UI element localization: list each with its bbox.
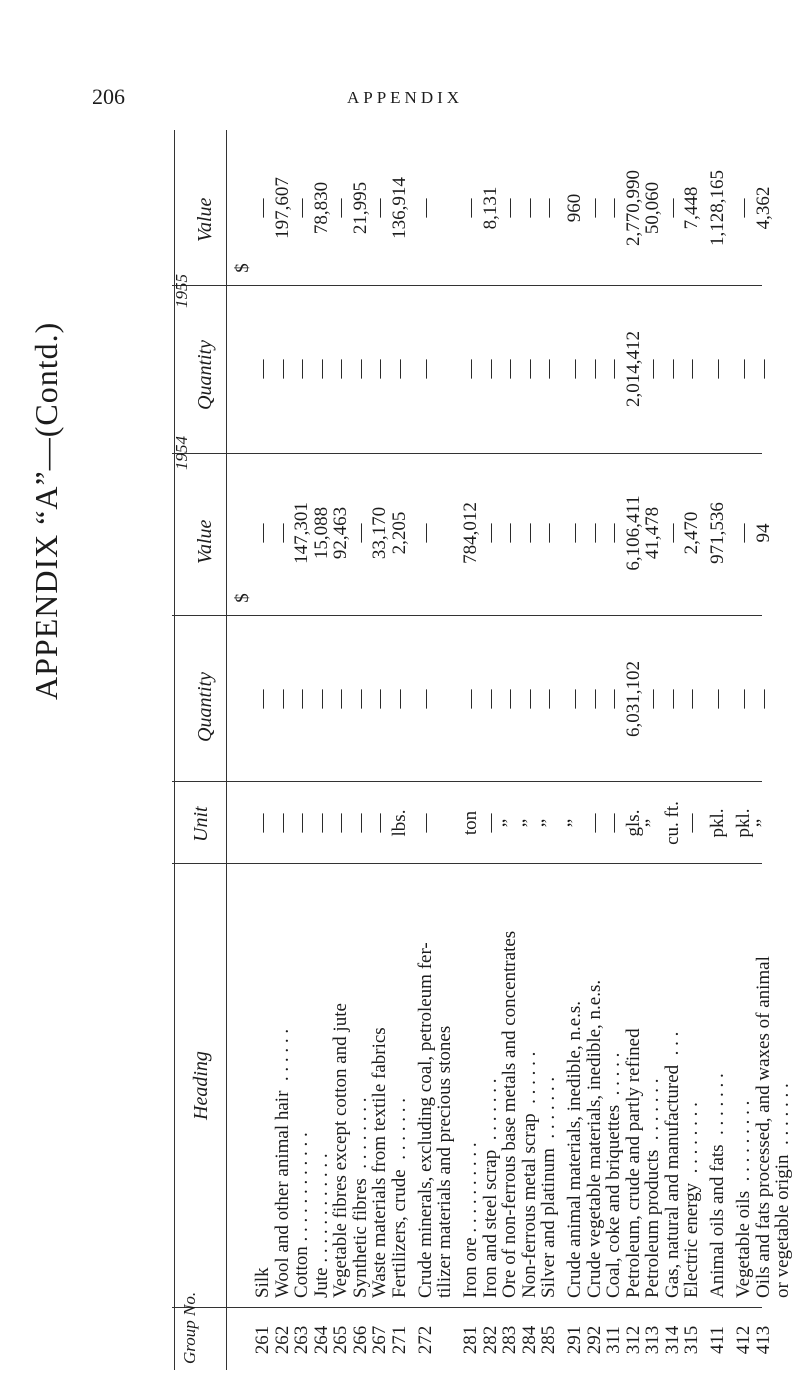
cell-v1955: — bbox=[291, 198, 312, 218]
cell-v1954: — bbox=[661, 523, 683, 543]
cell-v1954: 2,470 bbox=[681, 511, 702, 555]
cell-q1955: — bbox=[518, 359, 540, 379]
cell-v1955: — bbox=[499, 198, 520, 218]
cell-unit: ” bbox=[642, 818, 663, 828]
cell-q1955: — bbox=[479, 359, 501, 379]
currency-mark-1954: $ bbox=[232, 593, 253, 603]
cell-heading: Crude vegetable materials, inedible, n.e.s. bbox=[583, 979, 605, 1298]
cell-unit: cu. ft. bbox=[661, 801, 683, 845]
cell-v1955: — bbox=[252, 198, 273, 218]
cell-group: 272 bbox=[414, 1325, 436, 1355]
cell-unit: lbs. bbox=[388, 809, 410, 837]
cell-unit: ton bbox=[460, 810, 481, 836]
cell-heading: tilizer materials and precious stones bbox=[434, 1025, 455, 1298]
cell-unit: — bbox=[330, 813, 351, 833]
cell-heading: Cotton . . . . . . . . . . . . bbox=[291, 1132, 312, 1298]
cell-q1954: — bbox=[518, 689, 540, 709]
cell-v1954: — bbox=[349, 523, 371, 543]
cell-group: 266 bbox=[349, 1325, 371, 1355]
cell-q1954: — bbox=[564, 689, 585, 709]
cell-unit: pkl. bbox=[707, 808, 728, 838]
cell-heading: Silver and platinum . . . . . . . bbox=[538, 1076, 559, 1298]
cell-v1954: — bbox=[252, 523, 273, 543]
cell-v1955: 136,914 bbox=[388, 177, 410, 239]
cell-v1954: — bbox=[414, 523, 436, 543]
cell-unit: — bbox=[479, 813, 501, 833]
cell-q1955: — bbox=[564, 359, 585, 379]
cell-heading: Crude minerals, excluding coal, petroleum fer- bbox=[414, 942, 436, 1298]
cell-heading: Iron and steel scrap . . . . . . . bbox=[479, 1078, 501, 1298]
cell-unit: — bbox=[369, 813, 390, 833]
cell-v1954: 971,536 bbox=[707, 502, 728, 564]
cell-q1954: — bbox=[479, 689, 501, 709]
cell-q1954: — bbox=[414, 689, 436, 709]
cell-v1954: — bbox=[518, 523, 540, 543]
cell-v1955: 2,770,990 bbox=[622, 170, 644, 246]
cell-v1955: — bbox=[603, 198, 624, 218]
cell-q1954: — bbox=[603, 689, 624, 709]
cell-v1955: 1,128,165 bbox=[707, 170, 728, 246]
cell-q1954: 6,031,102 bbox=[622, 661, 644, 737]
cell-unit: ” bbox=[564, 818, 585, 828]
header-year-1954: 1954 bbox=[172, 436, 191, 470]
cell-v1955: — bbox=[330, 198, 351, 218]
cell-unit: — bbox=[603, 813, 624, 833]
cell-group: 265 bbox=[330, 1325, 351, 1355]
page-number: 206 bbox=[92, 84, 125, 109]
cell-v1954: 15,088 bbox=[310, 506, 332, 560]
cell-unit: ” bbox=[499, 818, 520, 828]
cell-q1954: — bbox=[330, 689, 351, 709]
table-top-rule bbox=[174, 130, 175, 1370]
cell-heading: Gas, natural and manufactured . . . bbox=[661, 1031, 683, 1298]
cell-heading: Ore of non-ferrous base metals and concentrates bbox=[499, 930, 520, 1298]
cell-group: 311 bbox=[603, 1326, 624, 1354]
table-row bbox=[434, 130, 457, 1370]
cell-group: 264 bbox=[310, 1325, 332, 1355]
cell-q1955: — bbox=[681, 359, 702, 379]
cell-v1955: 4,362 bbox=[752, 186, 774, 230]
appendix-side-title: APPENDIX “A”—(Contd.) bbox=[28, 321, 64, 700]
cell-v1955: 21,995 bbox=[349, 181, 371, 235]
cell-q1955: — bbox=[310, 359, 332, 379]
cell-group: 291 bbox=[564, 1325, 585, 1355]
cell-unit: pkl. bbox=[733, 808, 754, 838]
cell-v1954: 2,205 bbox=[388, 511, 410, 555]
cell-q1954: — bbox=[752, 689, 774, 709]
cell-q1954: — bbox=[681, 689, 702, 709]
cell-group: 271 bbox=[388, 1325, 410, 1355]
cell-v1954: — bbox=[499, 523, 520, 543]
cell-group: 284 bbox=[518, 1325, 540, 1355]
cell-group: 267 bbox=[369, 1325, 390, 1355]
cell-v1954: 6,106,411 bbox=[622, 495, 644, 571]
cell-heading: Animal oils and fats . . . . . . . bbox=[707, 1073, 728, 1298]
cell-v1954: — bbox=[583, 523, 605, 543]
cell-v1954: — bbox=[733, 523, 754, 543]
cell-q1955: — bbox=[707, 359, 728, 379]
cell-unit: — bbox=[414, 813, 436, 833]
cell-v1954: — bbox=[603, 523, 624, 543]
cell-v1954: 41,478 bbox=[642, 506, 663, 560]
cell-v1955: — bbox=[733, 198, 754, 218]
cell-heading: Fertilizers, crude . . . . . . . bbox=[388, 1098, 410, 1298]
cell-group: 263 bbox=[291, 1325, 312, 1355]
cell-heading: Iron ore . . . . . . . . . . bbox=[460, 1142, 481, 1298]
cell-v1954: 92,463 bbox=[330, 506, 351, 560]
cell-q1955: — bbox=[661, 359, 683, 379]
table-row bbox=[538, 130, 561, 1370]
cell-unit: ” bbox=[518, 818, 540, 828]
cell-q1955: — bbox=[414, 359, 436, 379]
cell-q1954: — bbox=[349, 689, 371, 709]
cell-heading: Wool and other animal hair . . . . . . bbox=[271, 1028, 293, 1298]
cell-q1955: — bbox=[538, 359, 559, 379]
table-row bbox=[389, 130, 412, 1370]
cell-q1954: — bbox=[291, 689, 312, 709]
cell-v1955: — bbox=[518, 198, 540, 218]
cell-v1955: — bbox=[369, 198, 390, 218]
cell-v1955: — bbox=[460, 198, 481, 218]
cell-q1955: 2,014,412 bbox=[622, 331, 644, 407]
table-row bbox=[707, 130, 730, 1370]
cell-heading: Synthetic fibres . . . . . . . . bbox=[349, 1097, 371, 1298]
cell-v1954: 33,170 bbox=[369, 506, 390, 560]
cell-q1955: — bbox=[733, 359, 754, 379]
cell-heading: Coal, coke and briquettes . . . . . bbox=[603, 1052, 624, 1298]
cell-q1954: — bbox=[271, 689, 293, 709]
cell-q1955: — bbox=[499, 359, 520, 379]
cell-heading: Crude animal materials, inedible, n.e.s. bbox=[564, 1000, 585, 1298]
cell-v1955: — bbox=[583, 198, 605, 218]
cell-group: 285 bbox=[538, 1325, 559, 1355]
cell-v1954: 147,301 bbox=[291, 502, 312, 564]
cell-group: 282 bbox=[479, 1325, 501, 1355]
cell-group: 261 bbox=[252, 1325, 273, 1355]
cell-unit: — bbox=[252, 813, 273, 833]
cell-q1954: — bbox=[707, 689, 728, 709]
cell-q1955: — bbox=[252, 359, 273, 379]
cell-heading: Silk bbox=[252, 1267, 273, 1298]
cell-q1955: — bbox=[349, 359, 371, 379]
cell-q1955: — bbox=[271, 359, 293, 379]
header-quantity-1954: Quantity bbox=[194, 672, 216, 742]
cell-q1954: — bbox=[583, 689, 605, 709]
cell-heading: Waste materials from textile fabrics bbox=[369, 1027, 390, 1298]
header-group: Group No. bbox=[180, 1291, 199, 1364]
cell-heading: Non-ferrous metal scrap . . . . . . bbox=[518, 1051, 540, 1298]
cell-heading: Vegetable fibres except cotton and jute bbox=[330, 1003, 351, 1298]
cell-v1955: 960 bbox=[564, 193, 585, 223]
cell-group: 281 bbox=[460, 1325, 481, 1355]
cell-q1955: — bbox=[291, 359, 312, 379]
cell-q1954: — bbox=[388, 689, 410, 709]
cell-group: 315 bbox=[681, 1325, 702, 1355]
cell-unit: ” bbox=[752, 818, 774, 828]
appendix-table bbox=[172, 130, 793, 1370]
cell-v1954: — bbox=[479, 523, 501, 543]
header-value-1954: Value bbox=[194, 519, 216, 564]
cell-unit: — bbox=[349, 813, 371, 833]
cell-q1954: — bbox=[538, 689, 559, 709]
cell-unit: — bbox=[271, 813, 293, 833]
cell-v1954: 784,012 bbox=[460, 502, 481, 564]
cell-unit: — bbox=[291, 813, 312, 833]
cell-q1955: — bbox=[330, 359, 351, 379]
cell-q1955: — bbox=[583, 359, 605, 379]
cell-v1955: 7,448 bbox=[681, 186, 702, 230]
cell-q1955: — bbox=[603, 359, 624, 379]
cell-heading: Vegetable oils . . . . . . . . . bbox=[733, 1100, 754, 1298]
cell-v1954: 94 bbox=[752, 523, 774, 543]
cell-q1955: — bbox=[642, 359, 663, 379]
cell-q1954: — bbox=[369, 689, 390, 709]
table-row bbox=[772, 130, 795, 1370]
cell-v1955: — bbox=[538, 198, 559, 218]
cell-group: 312 bbox=[622, 1325, 644, 1355]
header-unit: Unit bbox=[190, 806, 212, 842]
cell-v1955: 197,607 bbox=[271, 177, 293, 239]
column-divider bbox=[172, 615, 226, 616]
cell-group: 411 bbox=[707, 1326, 728, 1354]
cell-q1955: — bbox=[752, 359, 774, 379]
running-head: APPENDIX bbox=[346, 88, 464, 107]
cell-q1954: — bbox=[310, 689, 332, 709]
cell-group: 292 bbox=[583, 1325, 605, 1355]
cell-v1955: 50,060 bbox=[642, 181, 663, 235]
cell-q1954: — bbox=[252, 689, 273, 709]
cell-q1955: — bbox=[369, 359, 390, 379]
cell-group: 283 bbox=[499, 1325, 520, 1355]
cell-group: 314 bbox=[661, 1325, 683, 1355]
currency-mark-1955: $ bbox=[232, 263, 253, 273]
cell-q1955: — bbox=[460, 359, 481, 379]
cell-v1955: 78,830 bbox=[310, 181, 332, 235]
cell-unit: — bbox=[681, 813, 702, 833]
header-year-1955: 1955 bbox=[172, 274, 191, 308]
cell-v1955: — bbox=[414, 198, 436, 218]
cell-unit: — bbox=[310, 813, 332, 833]
header-quantity-1955: Quantity bbox=[194, 340, 216, 410]
cell-q1954: — bbox=[499, 689, 520, 709]
cell-unit: gls. bbox=[622, 809, 644, 837]
cell-unit: — bbox=[583, 813, 605, 833]
cell-heading: Oils and fats processed, and waxes of animal bbox=[752, 956, 774, 1298]
cell-v1955: — bbox=[661, 198, 683, 218]
cell-q1954: — bbox=[642, 689, 663, 709]
cell-q1954: — bbox=[661, 689, 683, 709]
cell-v1955: 8,131 bbox=[479, 186, 501, 230]
cell-heading: Electric energy . . . . . . . . bbox=[681, 1102, 702, 1298]
cell-group: 412 bbox=[733, 1325, 754, 1355]
cell-q1955: — bbox=[388, 359, 410, 379]
cell-v1954: — bbox=[538, 523, 559, 543]
cell-heading: or vegetable origin . . . . . . . bbox=[772, 1083, 793, 1298]
table-row bbox=[681, 130, 704, 1370]
cell-q1954: — bbox=[733, 689, 754, 709]
cell-v1954: — bbox=[271, 523, 293, 543]
header-value-1955: Value bbox=[194, 197, 216, 242]
cell-group: 262 bbox=[271, 1325, 293, 1355]
cell-q1954: — bbox=[460, 689, 481, 709]
cell-group: 413 bbox=[752, 1325, 774, 1355]
header-heading: Heading bbox=[190, 1051, 212, 1120]
cell-heading: Jute . . . . . . . . . . . . bbox=[310, 1153, 332, 1298]
table-header-rule bbox=[226, 130, 227, 1370]
cell-group: 313 bbox=[642, 1325, 663, 1355]
cell-heading: Petroleum, crude and partly refined bbox=[622, 1028, 644, 1298]
cell-v1954: — bbox=[564, 523, 585, 543]
cell-unit: ” bbox=[538, 818, 559, 828]
cell-heading: Petroleum products . . . . . . . bbox=[642, 1078, 663, 1298]
